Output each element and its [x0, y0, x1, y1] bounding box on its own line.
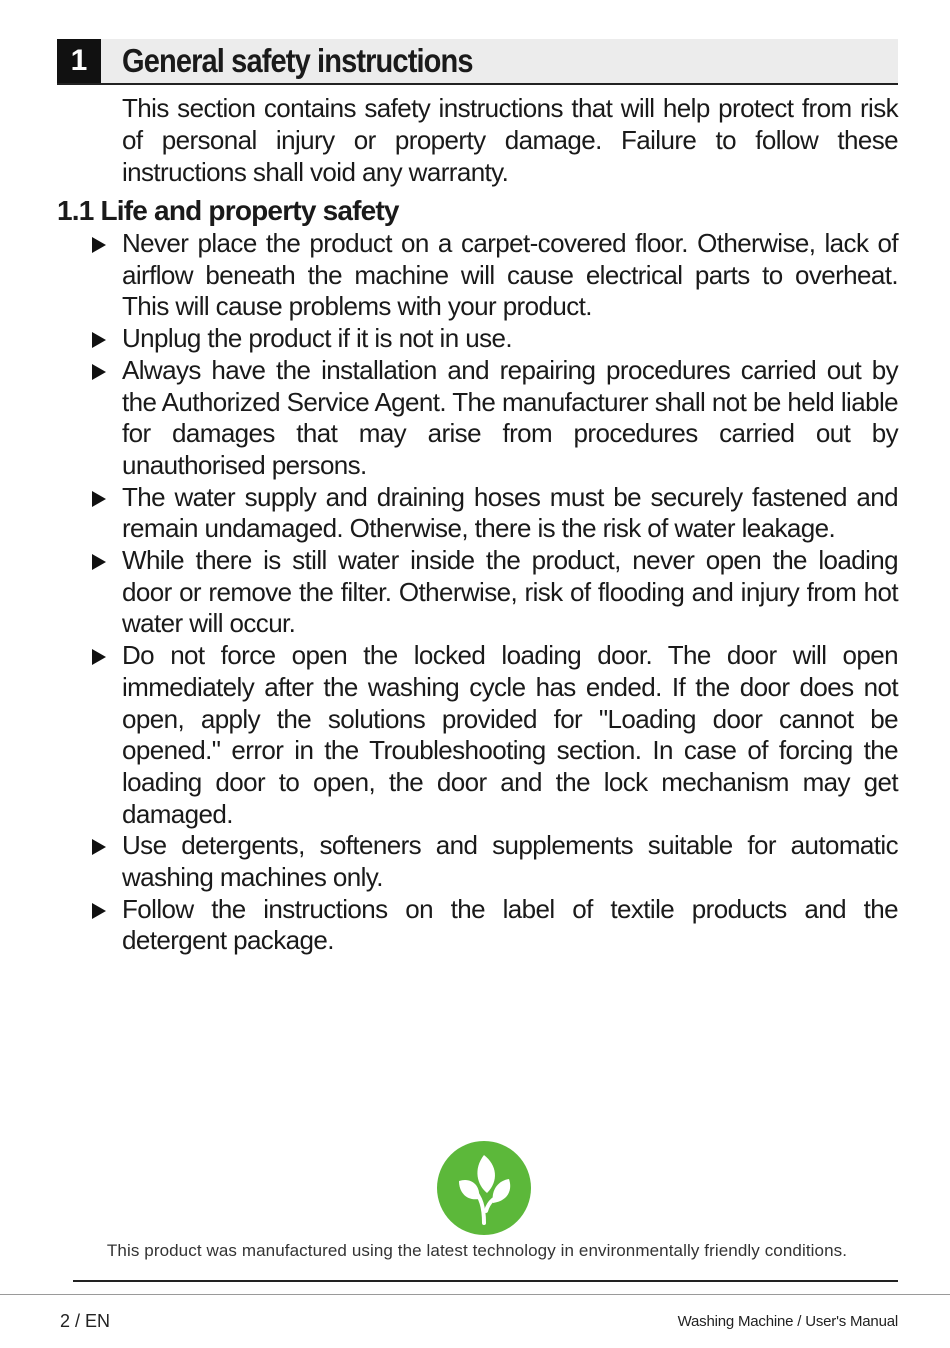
bullet-arrow-icon [92, 237, 106, 253]
list-item: Use detergents, softeners and supplements suitable for automatic washing machines only. [90, 830, 898, 893]
eco-statement: This product was manufactured using the latest technology in environmentally friendly conditions. [106, 1241, 848, 1260]
bullet-arrow-icon [92, 649, 106, 665]
leaf-icon [437, 1141, 531, 1235]
list-item: Do not force open the locked loading door. The door will open immediately after the washing cycle has ended. If the door does not open, apply the solutions provided for "Loading door cannot be opened." error in the Troubleshooting section. In case of forcing the loading door to open, the door and the lock mechanism may get damaged. [90, 640, 898, 830]
list-item: Never place the product on a carpet-covered floor. Otherwise, lack of airflow beneath the machine will cause electrical parts to overheat. This will cause problems with your product. [90, 228, 898, 323]
bullet-arrow-icon [92, 364, 106, 380]
bullet-arrow-icon [92, 491, 106, 507]
bullet-arrow-icon [92, 332, 106, 348]
section-header [57, 39, 898, 85]
page-number: 2 / EN [60, 1311, 111, 1331]
divider [73, 1280, 898, 1282]
bullet-arrow-icon [92, 839, 106, 855]
safety-list [90, 228, 898, 957]
list-item: Always have the installation and repairing procedures carried out by the Authorized Service Agent. The manufacturer shall not be held liable for damages that may arise from procedures carried out by unauthorised persons. [90, 355, 898, 482]
list-item: Follow the instructions on the label of textile products and the detergent package. [90, 894, 898, 957]
document-title: Washing Machine / User's Manual [677, 1313, 898, 1330]
section-title: General safety instructions [122, 42, 473, 79]
bullet-arrow-icon [92, 554, 106, 570]
section-intro: This section contains safety instructions that will help protect from risk of personal injury or property damage. Failure to follow these instructions shall void any warranty. [122, 93, 898, 187]
footer-divider [0, 1294, 950, 1295]
list-item: Unplug the product if it is not in use. [90, 323, 898, 355]
bullet-arrow-icon [92, 903, 106, 919]
list-item: While there is still water inside the product, never open the loading door or remove the filter. Otherwise, risk of flooding and injury from hot water will occur. [90, 545, 898, 640]
section-number: 1 [57, 39, 101, 83]
subsection-heading: 1.1 Life and property safety [57, 195, 399, 226]
list-item: The water supply and draining hoses must be securely fastened and remain undamaged. Otherwise, there is the risk of water leakage. [90, 482, 898, 545]
